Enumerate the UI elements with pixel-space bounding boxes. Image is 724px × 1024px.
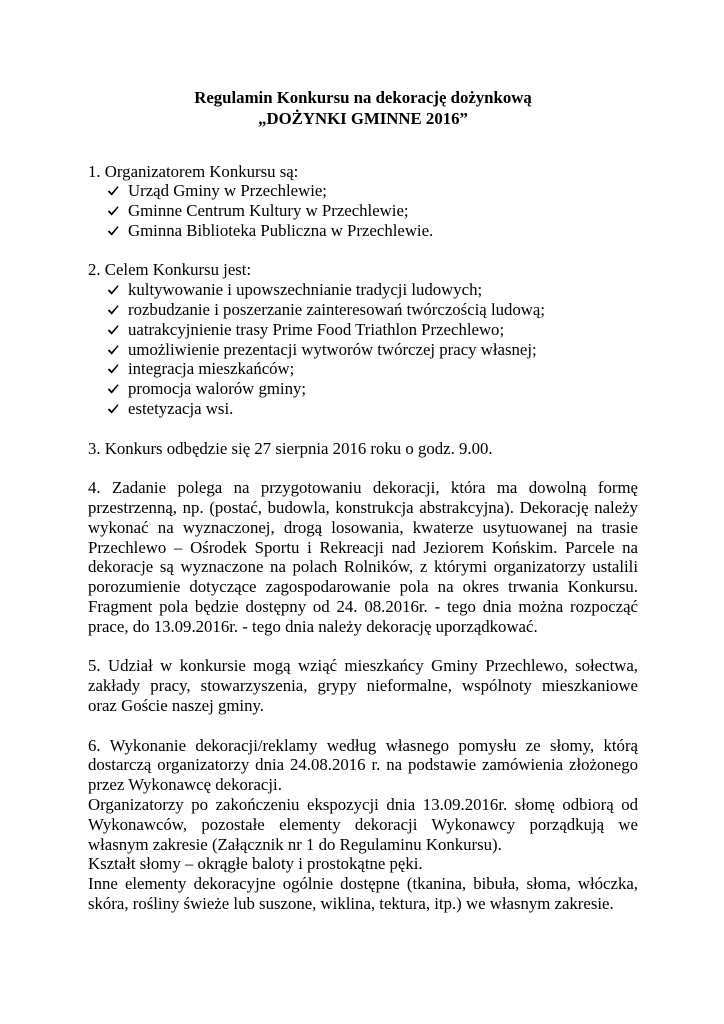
checkmark-icon bbox=[107, 383, 119, 395]
section-6-paragraph-3 bbox=[88, 854, 638, 874]
paragraph-line: 5. Udział w konkursie mogą wziąć mieszkańcy Gminy Przechlewo, sołectwa, bbox=[88, 656, 638, 676]
checkmark-icon bbox=[107, 185, 119, 197]
list-item bbox=[88, 399, 638, 419]
list-item bbox=[88, 300, 638, 320]
section-3 bbox=[88, 439, 638, 459]
paragraph-line: własnym zakresie (Załącznik nr 1 do Regulaminu Konkursu). bbox=[88, 834, 502, 854]
list-item bbox=[88, 221, 638, 241]
checkmark-icon bbox=[107, 403, 119, 415]
paragraph-line: 6. Wykonanie dekoracji/reklamy według własnego pomysłu ze słomy, którą bbox=[88, 735, 638, 755]
section-6-paragraph-4 bbox=[88, 874, 638, 914]
section-6 bbox=[88, 736, 638, 914]
list-item bbox=[88, 181, 638, 201]
paragraph-line: 4. Zadanie polega na przygotowaniu dekoracji, która ma dowolną formę bbox=[88, 478, 638, 498]
section-1 bbox=[88, 162, 638, 241]
list-item-text: Gminne Centrum Kultury w Przechlewie; bbox=[128, 201, 409, 221]
section-3-text: 3. Konkurs odbędzie się 27 sierpnia 2016 roku o godz. 9.00. bbox=[88, 438, 493, 458]
section-4 bbox=[88, 478, 638, 636]
paragraph-line: dostarczą organizatorzy dnia 24.08.2016 r. na podstawie zamówienia złożonego bbox=[88, 755, 638, 775]
paragraph-line: oraz Goście naszej gminy. bbox=[88, 696, 264, 716]
checkmark-icon bbox=[107, 225, 119, 237]
paragraph-line: Fragment pola będzie dostępny od 24. 08.2016r. - tego dnia można rozpocząć bbox=[88, 597, 638, 617]
section-6-paragraph-2 bbox=[88, 795, 638, 854]
list-item bbox=[88, 280, 638, 300]
list-item bbox=[88, 201, 638, 221]
checkmark-icon bbox=[107, 344, 119, 356]
list-item-text: estetyzacja wsi. bbox=[128, 399, 234, 419]
checkmark-icon bbox=[107, 205, 119, 217]
section-2 bbox=[88, 260, 638, 418]
paragraph-line: przez Wykonawcę dekoracji. bbox=[88, 775, 282, 795]
section-6-paragraph-1 bbox=[88, 736, 638, 795]
list-item-text: promocja walorów gminy; bbox=[128, 379, 307, 399]
paragraph-line: Inne elementy dekoracyjne ogólnie dostępne (tkanina, bibuła, słoma, włóczka, bbox=[88, 874, 638, 894]
paragraph-line: dekoracje są wyznaczone na polach Rolników, z którymi organizatorzy ustalili bbox=[88, 557, 638, 577]
paragraph-line: skóra, rośliny świeże lub suszone, wiklina, tektura, itp.) we własnym zakresie. bbox=[88, 893, 614, 913]
list-item-text: uatrakcyjnienie trasy Prime Food Triathlon Przechlewo; bbox=[128, 319, 505, 339]
checkmark-icon bbox=[107, 324, 119, 336]
paragraph-line: przestrzenną, np. (postać, budowla, konstrukcja abstrakcyjna). Dekorację należy bbox=[88, 498, 638, 518]
list-item-text: rozbudzanie i poszerzanie zainteresowań twórczością ludową; bbox=[128, 300, 546, 320]
checkmark-icon bbox=[107, 284, 119, 296]
checkmark-icon bbox=[107, 304, 119, 316]
paragraph-line: Kształt słomy – okrągłe baloty i prostokątne pęki. bbox=[88, 854, 423, 874]
checkmark-icon bbox=[107, 363, 119, 375]
paragraph-line: porozumienie dotyczące zagospodarowanie pola na okres trwania Konkursu. bbox=[88, 577, 638, 597]
title-line-1: Regulamin Konkursu na dekorację dożynkową bbox=[194, 88, 532, 107]
paragraph-line: wykonać na wyznaczonej, drogą losowania, kwaterze usytuowanej na trasie bbox=[88, 517, 638, 537]
list-item-text: Urząd Gminy w Przechlewie; bbox=[128, 181, 327, 201]
list-item bbox=[88, 340, 638, 360]
list-item bbox=[88, 359, 638, 379]
document-title bbox=[88, 87, 638, 129]
paragraph-line: Wykonawców, pozostałe elementy dekoracji Wykonawcy porządkują we bbox=[88, 814, 638, 834]
paragraph-line: zakłady pracy, stowarzyszenia, grypy nieformalne, wspólnoty mieszkaniowe bbox=[88, 676, 638, 696]
paragraph-line: prace, do 13.09.2016r. - tego dnia należy dekorację uporządkować. bbox=[88, 616, 538, 636]
list-item bbox=[88, 379, 638, 399]
section-2-heading: 2. Celem Konkursu jest: bbox=[88, 260, 252, 280]
title-line-2: „DOŻYNKI GMINNE 2016” bbox=[258, 109, 468, 128]
section-1-heading: 1. Organizatorem Konkursu są: bbox=[88, 161, 299, 181]
paragraph-line: Przechlewo – Ośrodek Sportu i Rekreacji nad Jeziorem Końskim. Parcele na bbox=[88, 537, 638, 557]
section-5 bbox=[88, 656, 638, 715]
list-item-text: Gminna Biblioteka Publiczna w Przechlewie. bbox=[128, 220, 434, 240]
list-item-text: integracja mieszkańców; bbox=[128, 359, 295, 379]
list-item bbox=[88, 320, 638, 340]
list-item-text: kultywowanie i upowszechnianie tradycji ludowych; bbox=[128, 280, 483, 300]
paragraph-line: Organizatorzy po zakończeniu ekspozycji dnia 13.09.2016r. słomę odbiorą od bbox=[88, 795, 638, 814]
list-item-text: umożliwienie prezentacji wytworów twórczej pracy własnej; bbox=[128, 339, 537, 359]
